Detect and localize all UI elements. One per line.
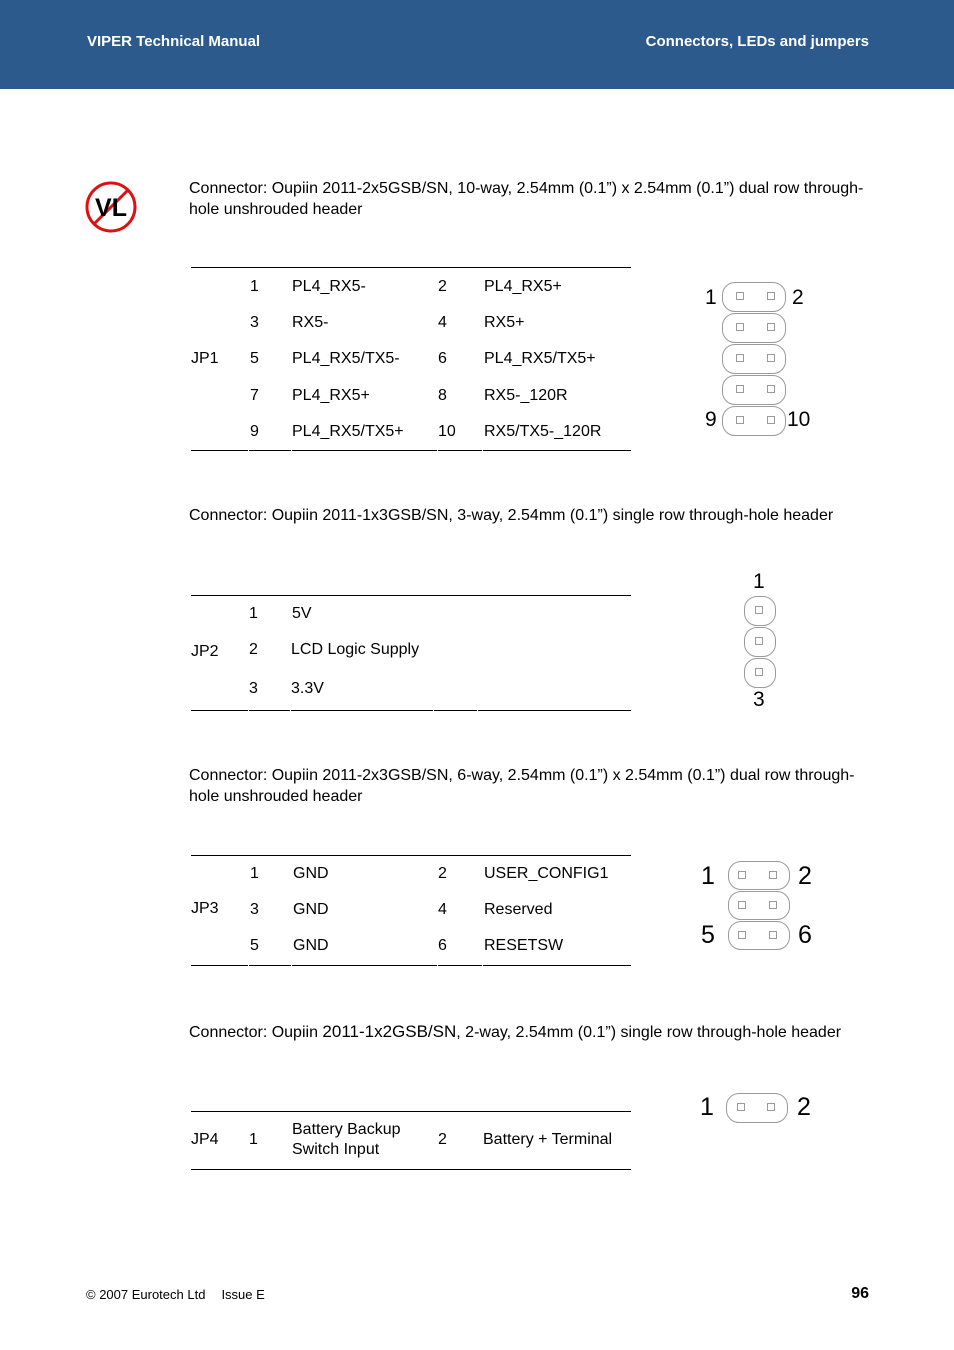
- jp2-signal: 3.3V: [291, 680, 324, 697]
- jp4-label-pin: 2: [797, 1093, 811, 1121]
- jp1-signal: PL4_RX5/TX5-: [292, 350, 400, 367]
- vl-prohibited-icon: [84, 180, 138, 234]
- jp3-signal: USER_CONFIG1: [484, 865, 609, 882]
- jp3-pin-diagram: [696, 858, 826, 954]
- footer-info: [86, 1287, 281, 1302]
- jp4-table: [191, 1111, 631, 1171]
- jp3-signal: GND: [293, 865, 329, 882]
- issue: Issue E: [221, 1287, 265, 1302]
- jp4-description: [189, 1021, 869, 1043]
- jp3-signal: GND: [293, 901, 329, 918]
- jp1-pin-number: 6: [438, 350, 447, 367]
- jp3-label-pin: 5: [701, 921, 715, 949]
- jp2-table: [191, 595, 631, 712]
- jp1-signal: RX5-_120R: [484, 387, 568, 404]
- page-number: 96: [851, 1285, 869, 1302]
- jp1-signal: PL4_RX5-: [292, 278, 366, 295]
- jp1-pin-number: 8: [438, 387, 447, 404]
- jp4-signal: Battery Backup Switch Input: [292, 1121, 401, 1158]
- jp1-description: Connector: Oupiin 2011-2x5GSB/SN, 10-way, 2.54mm (0.1”) x 2.54mm (0.1”) dual row through-hole unshrouded header: [189, 180, 864, 218]
- jp3-description: Connector: Oupiin 2011-2x3GSB/SN, 6-way, 2.54mm (0.1”) x 2.54mm (0.1”) dual row through-hole unshrouded header: [189, 767, 855, 805]
- jp3-signal: Reserved: [484, 901, 553, 918]
- copyright: © 2007 Eurotech Ltd: [86, 1287, 206, 1302]
- jp3-table: [191, 855, 631, 967]
- jp4-description-suffix: , 2-way, 2.54mm (0.1”) single row through-hole header: [456, 1024, 842, 1041]
- jp1-pin-number: 10: [438, 423, 456, 440]
- jp4-jumper-name: JP4: [191, 1131, 219, 1148]
- jp3-signal: RESETSW: [484, 937, 564, 954]
- jp2-signal: LCD Logic Supply: [291, 641, 420, 658]
- jp4-part-number: 2011-1x2GSB/SN: [322, 1022, 457, 1041]
- jp1-table: [191, 267, 631, 452]
- jp2-pin-diagram: [735, 570, 785, 715]
- jp1-jumper-name: JP1: [191, 350, 219, 367]
- jp1-signal: RX5/TX5-_120R: [484, 423, 602, 440]
- vl-icon-letters: VL: [95, 194, 127, 222]
- jp4-description-prefix: Connector: Oupiin: [189, 1024, 323, 1041]
- jp1-signal: PL4_RX5+: [484, 278, 562, 295]
- jp2-jumper-name: JP2: [191, 643, 219, 660]
- jp4-pin-number: 1: [249, 1131, 258, 1148]
- jp1-pin-number: 4: [438, 314, 447, 331]
- jp1-label-pin: 2: [792, 286, 804, 309]
- jp4-pin-number: 2: [438, 1131, 447, 1148]
- jp1-pin-number: 1: [250, 278, 259, 295]
- jp1-signal: RX5+: [484, 314, 525, 331]
- jp1-signal: PL4_RX5+: [292, 387, 370, 404]
- jp3-signal: GND: [293, 937, 329, 954]
- jp4-label-pin: 1: [700, 1093, 714, 1121]
- jp2-pin-number: 1: [249, 605, 258, 622]
- jp2-label-pin: 1: [753, 570, 765, 593]
- jp3-pin-number: 3: [250, 901, 259, 918]
- jp1-pin-number: 9: [250, 423, 259, 440]
- jp2-pin-number: 3: [249, 680, 258, 697]
- jp1-pin-diagram: [700, 280, 820, 440]
- jp2-signal: 5V: [292, 605, 312, 622]
- jp1-label-pin: 9: [705, 408, 717, 431]
- jp1-signal: PL4_RX5/TX5+: [292, 423, 404, 440]
- section-title: Connectors, LEDs and jumpers: [645, 33, 869, 50]
- jp2-description: Connector: Oupiin 2011-1x3GSB/SN, 3-way, 2.54mm (0.1”) single row through-hole header: [189, 507, 834, 524]
- jp4-pin-diagram: [696, 1090, 826, 1130]
- jp3-pin-number: 5: [250, 937, 259, 954]
- jp4-signal: Battery + Terminal: [483, 1131, 613, 1148]
- jp3-label-pin: 6: [798, 921, 812, 949]
- jp1-label-pin: 1: [705, 286, 717, 309]
- jp1-pin-number: 5: [250, 350, 259, 367]
- page-header: [0, 0, 954, 89]
- jp1-signal: PL4_RX5/TX5+: [484, 350, 596, 367]
- jp3-pin-number: 1: [250, 865, 259, 882]
- jp2-label-pin: 3: [753, 688, 765, 711]
- jp1-signal: RX5-: [292, 314, 329, 331]
- jp3-pin-number: 4: [438, 901, 447, 918]
- jp1-pin-number: 3: [250, 314, 259, 331]
- jp1-pin-number: 7: [250, 387, 259, 404]
- jp3-jumper-name: JP3: [191, 900, 219, 917]
- jp3-label-pin: 1: [701, 862, 715, 890]
- jp2-pin-number: 2: [249, 641, 258, 658]
- jp3-pin-number: 6: [438, 937, 447, 954]
- jp3-pin-number: 2: [438, 865, 447, 882]
- jp1-pin-number: 2: [438, 278, 447, 295]
- jp3-label-pin: 2: [798, 862, 812, 890]
- jp1-label-pin: 10: [787, 408, 811, 431]
- manual-title: VIPER Technical Manual: [87, 33, 261, 50]
